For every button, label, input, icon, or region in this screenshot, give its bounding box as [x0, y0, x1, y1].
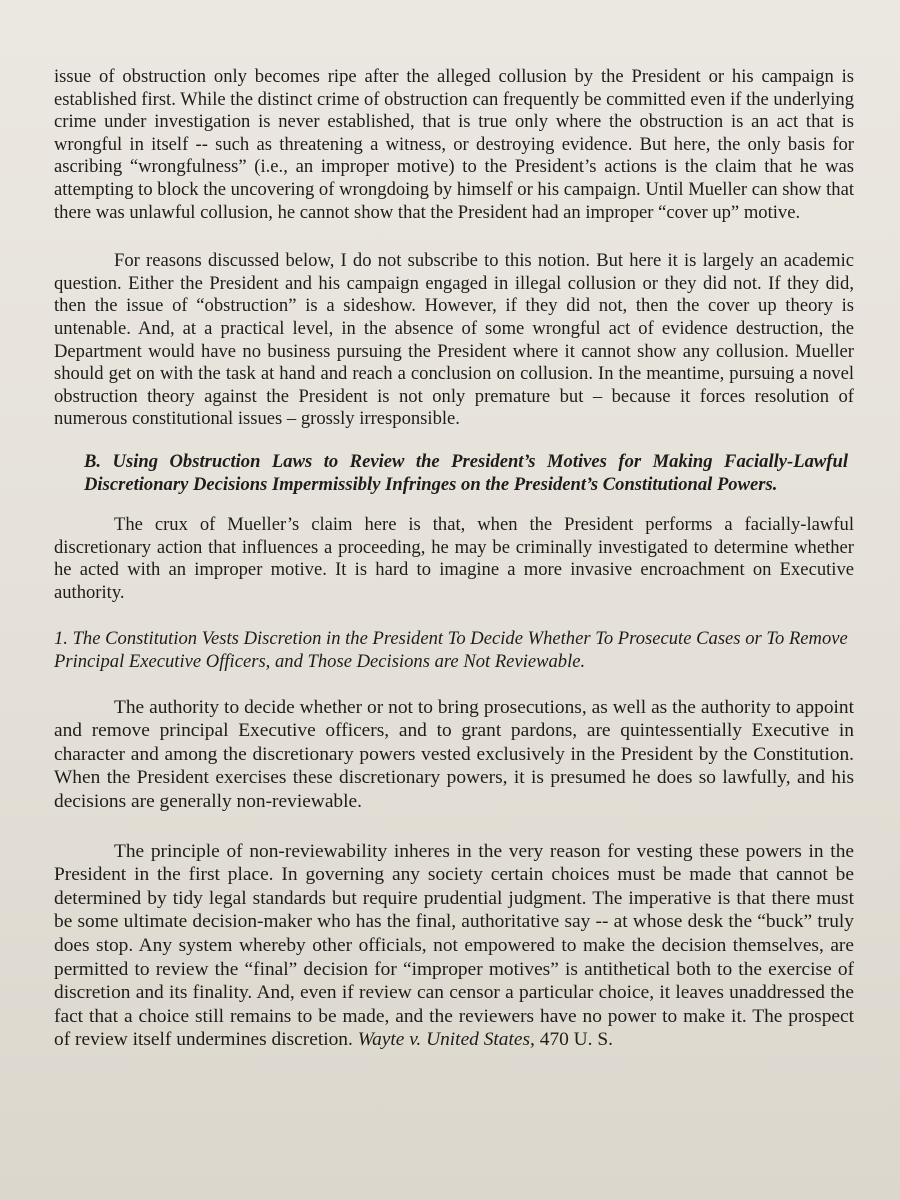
paragraph-crux-of-claim: The crux of Mueller’s claim here is that, when the President performs a facially-lawful discretionary action that influences a proceeding, he may be criminally investigated to determine whether he acted with an improper motive. It is hard to imagine a more invasive encroachment on Executive authority. [54, 514, 854, 603]
paragraph-non-reviewability-text: The principle of non-reviewability inheres in the very reason for vesting these powers in the President in the first place. In governing any society certain choices must be made that cannot be determined by tidy legal standards but require prudential judgment. The imperative is that there must be some ultimate decision-maker who has the final, authoritative say -- at whose desk the “buck” truly does stop. Any system whereby other officials, not empowered to make the decision themselves, are permitted to review the “final” decision for “improper motives” is antithetical both to the exercise of discretion and its finality. And, even if review can censor a particular choice, it leaves unaddressed the fact that a choice still remains to be made, and the reviewers have no power to make it. The prospect of review itself undermines discretion. [54, 840, 854, 1051]
paragraph-obstruction-ripeness: issue of obstruction only becomes ripe after the alleged collusion by the President or his campaign is established first. While the distinct crime of obstruction can frequently be committed even if the underlying crime under investigation is never established, that is true only where the obstruction is an act that is wrongful in itself -- such as threatening a witness, or destroying evidence. But here, the only basis for ascribing “wrongfulness” (i.e., an improper motive) to the President’s actions is the claim that he was attempting to block the uncovering of wrongdoing by himself or his campaign. Until Mueller can show that there was unlawful collusion, he cannot show that the President had an improper “cover up” motive. [54, 66, 854, 223]
paragraph-executive-authority: The authority to decide whether or not to bring prosecutions, as well as the authority to appoint and remove principal Executive officers, and to grant pardons, are quintessentially Executive in character and among the discretionary powers vested exclusively in the President by the Constitution. When the President exercises these discretionary powers, it is presumed he does so lawfully, and his decisions are generally non-reviewable. [54, 696, 854, 813]
citation-case-name: Wayte v. United States, [357, 1029, 535, 1051]
paragraph-academic-question: For reasons discussed below, I do not subscribe to this notion. But here it is largely an academic question. Either the President and his campaign engaged in illegal collusion or they did not. If they did, then the issue of “obstruction” is a sideshow. However, if they did not, then the cover up theory is untenable. And, at a practical level, in the absence of some wrongful act of evidence destruction, the Department would have no business pursuing the President where it cannot show any collusion. Mueller should get on with the task at hand and reach a conclusion on collusion. In the meantime, pursuing a novel obstruction theory against the President is not only premature but – because it forces resolution of numerous constitutional issues – grossly irresponsible. [54, 250, 854, 430]
section-heading-b: B. Using Obstruction Laws to Review the President’s Motives for Making Facially-Lawful Discretionary Decisions Impermissibly Infringes on the President’s Constitutional Powers. [84, 450, 848, 495]
paragraph-non-reviewability [54, 840, 854, 1052]
citation-reporter: 470 U. S. [539, 1029, 614, 1051]
subsection-heading-1: 1. The Constitution Vests Discretion in the President To Decide Whether To Prosecute Cases or To Remove Principal Executive Officers, and Those Decisions are Not Reviewable. [54, 628, 848, 673]
